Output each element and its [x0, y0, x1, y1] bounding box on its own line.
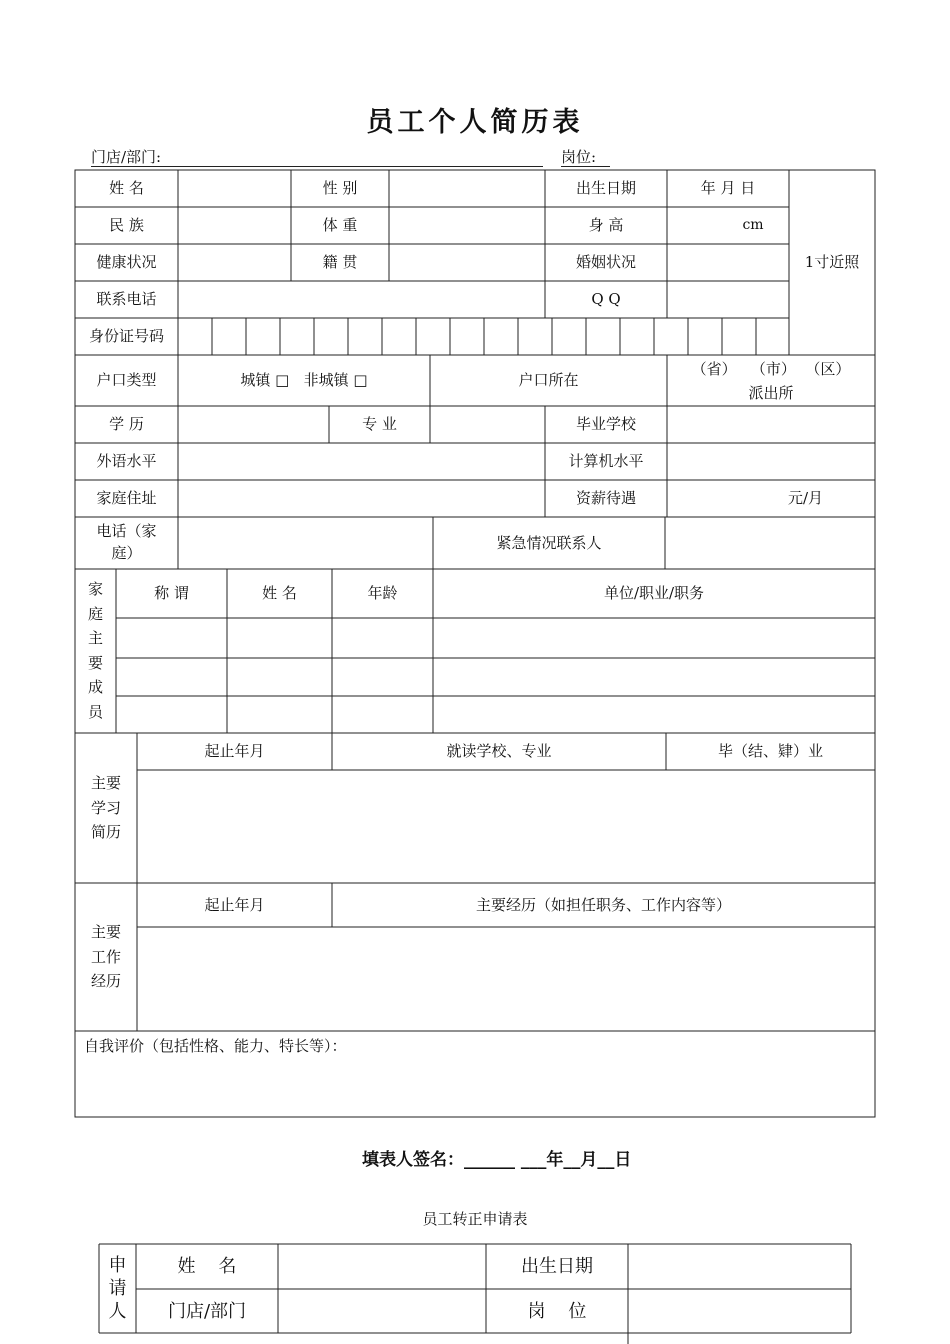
native-place-field[interactable]	[389, 244, 545, 281]
home-phone-label	[75, 517, 178, 569]
age-header: 年龄	[367, 584, 398, 603]
hukou-province-text: （省） （市） （区）	[691, 359, 851, 378]
applicant-birth-label: 出生日期	[521, 1256, 593, 1277]
gender-label: 性 别	[322, 179, 358, 198]
work-history-label: 主要工作经历	[90, 923, 121, 991]
employer-header: 单位/职业/职务	[603, 584, 705, 603]
hukou-place-field[interactable]	[667, 355, 875, 406]
applicant-store-label: 门店/部门	[167, 1300, 247, 1322]
family-row[interactable]	[116, 658, 875, 696]
family-row[interactable]	[116, 696, 875, 733]
graduation-header: 毕（结、肄）业	[717, 742, 823, 761]
family-members-label: 家庭主要成员	[87, 580, 103, 721]
applicant-store-field[interactable]	[278, 1289, 486, 1333]
study-history-label: 主要学习简历	[90, 774, 121, 842]
school-field[interactable]	[667, 406, 875, 443]
ethnicity-field[interactable]	[178, 207, 291, 244]
member-name-header: 姓 名	[262, 584, 297, 603]
gender-field[interactable]	[389, 170, 545, 207]
applicant-name-field[interactable]	[278, 1244, 486, 1289]
native-place-label: 籍 贯	[322, 253, 358, 272]
ethnicity-label: 民 族	[109, 216, 144, 235]
applicant-birth-field[interactable]	[628, 1244, 851, 1289]
phone-label: 联系电话	[96, 290, 157, 309]
major-label: 专 业	[362, 415, 397, 434]
study-period-header: 起止年月	[204, 742, 265, 761]
emergency-contact-label: 紧急情况联系人	[496, 533, 602, 552]
home-phone-label-line1: 电话（家	[96, 522, 157, 541]
relation-header: 称 谓	[154, 584, 189, 603]
home-phone-field[interactable]	[178, 517, 433, 569]
education-label: 学 历	[109, 415, 144, 434]
major-field[interactable]	[430, 406, 545, 443]
police-station-text: 派出所	[748, 383, 794, 402]
work-history-field[interactable]	[137, 927, 875, 1031]
foreign-language-field[interactable]	[178, 443, 545, 480]
signature-line[interactable]: 填表人签名：______ ___年__月__日	[362, 1150, 632, 1170]
study-history-field[interactable]	[137, 770, 875, 883]
regularization-title: 员工转正申请表	[422, 1210, 528, 1228]
applicant-label: 申请人	[108, 1255, 127, 1322]
name-field[interactable]	[178, 170, 291, 207]
salary-label: 资薪待遇	[575, 489, 636, 508]
qq-label: Q Q	[591, 290, 621, 309]
salary-field[interactable]: 元/月	[787, 489, 823, 508]
computer-level-label: 计算机水平	[568, 452, 644, 471]
health-field[interactable]	[178, 244, 291, 281]
post-label: 岗位:	[561, 148, 597, 166]
phone-field[interactable]	[178, 281, 545, 318]
home-phone-label-line2: 庭）	[111, 544, 142, 562]
store-label: 门店/部门:	[91, 148, 162, 166]
weight-label: 体 重	[322, 216, 358, 235]
height-label: 身 高	[588, 216, 624, 235]
photo-box: 1寸近照	[804, 253, 860, 272]
self-evaluation[interactable]: 自我评价（包括性格、能力、特长等）：	[84, 1037, 347, 1055]
form-title: 员工个人简历表	[366, 107, 584, 138]
family-row[interactable]	[116, 618, 875, 658]
hukou-type-label: 户口类型	[96, 371, 157, 390]
work-period-header: 起止年月	[204, 895, 265, 914]
height-field[interactable]: cm	[742, 217, 764, 233]
hukou-place-label: 户口所在	[518, 371, 579, 390]
birth-date-label: 出生日期	[575, 179, 636, 198]
applicant-post-field[interactable]	[628, 1289, 851, 1333]
hukou-type-options[interactable]: 城镇 □ 非城镇 □	[240, 371, 368, 390]
marital-field[interactable]	[667, 244, 789, 281]
foreign-language-label: 外语水平	[96, 452, 157, 471]
school-label: 毕业学校	[575, 415, 636, 434]
work-detail-header: 主要经历（如担任职务、工作内容等）	[475, 895, 731, 914]
education-field[interactable]	[178, 406, 329, 443]
name-label: 姓 名	[109, 179, 144, 198]
birth-date-field[interactable]: 年 月 日	[700, 179, 756, 198]
weight-field[interactable]	[389, 207, 545, 244]
computer-level-field[interactable]	[667, 443, 875, 480]
qq-field[interactable]	[667, 281, 789, 318]
applicant-post-label: 岗 位	[527, 1300, 587, 1322]
emergency-contact-field[interactable]	[665, 517, 875, 569]
home-address-field[interactable]	[178, 480, 545, 517]
health-label: 健康状况	[96, 253, 157, 272]
marital-label: 婚姻状况	[575, 253, 636, 272]
id-number-field[interactable]	[178, 318, 789, 355]
school-major-header: 就读学校、专业	[446, 742, 552, 761]
id-number-label: 身份证号码	[88, 327, 164, 346]
applicant-name-label: 姓 名	[177, 1256, 237, 1277]
home-address-label: 家庭住址	[96, 489, 157, 508]
